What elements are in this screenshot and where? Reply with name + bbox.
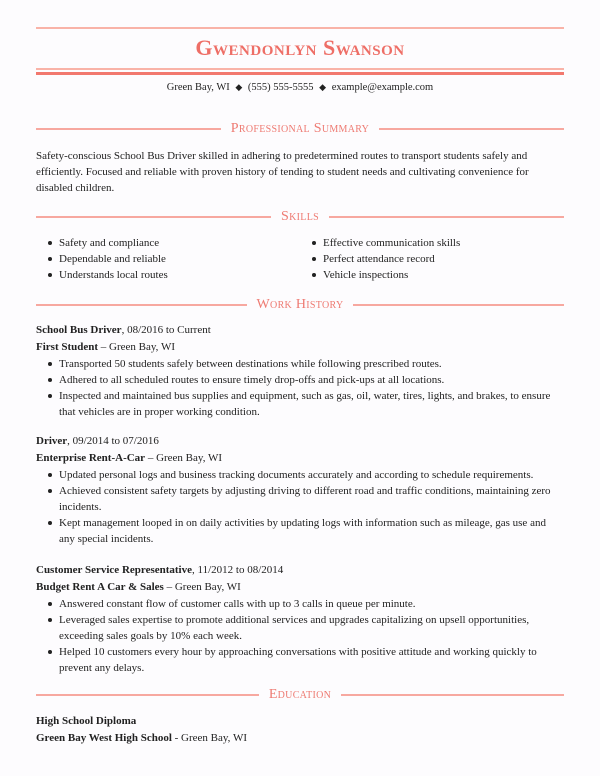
diamond-separator-icon: ◆ [235,82,243,92]
section-rule [36,216,271,218]
skills-list [36,235,564,283]
job-entry [36,433,564,547]
candidate-name: Gwendonlyn Swanson [195,35,405,60]
section-title: Professional Summary [230,121,370,136]
skill-item: Effective communication skills [323,235,564,251]
contact-info [36,82,564,93]
job-bullet: Helped 10 customers every hour by approaching conversations with positive attitude and working quickly to prevent any delays. [59,644,564,676]
job-dates: , 09/2014 to 07/2016 [67,435,159,447]
section-rule [379,128,564,130]
contact-phone: (555) 555-5555 [247,82,314,93]
company-name: Enterprise Rent-A-Car [36,451,146,464]
job-entry [36,322,564,420]
section-rule [353,304,564,306]
job-bullet: Adhered to all scheduled routes to ensure timely drop-offs and pick-ups at all locations. [59,372,564,388]
section-rule [36,304,247,306]
job-bullet: Updated personal logs and business tracking documents accurately and according to schedule requirements. [59,467,564,483]
job-bullets [36,356,564,420]
job-location: – Green Bay, WI [145,451,223,464]
header-rule-thin [36,68,564,70]
school-name: Green Bay West High School [36,731,172,744]
school-location: - Green Bay, WI [171,731,248,744]
job-bullet: Answered constant flow of customer calls with up to 3 calls in queue per minute. [59,596,564,612]
section-header-summary [36,122,564,136]
company-name: Budget Rent A Car & Sales [36,580,164,593]
skill-item: Perfect attendance record [323,251,564,267]
skill-item: Vehicle inspections [323,267,564,283]
job-bullet: Transported 50 students safely between destinations while following prescribed routes. [59,356,564,372]
section-rule [341,694,564,696]
header-top-rule [36,27,564,29]
section-header-work-history [36,298,564,312]
skill-item: Safety and compliance [59,235,300,251]
section-header-education [36,688,564,702]
contact-email: example@example.com [331,82,434,93]
job-bullet: Inspected and maintained bus supplies and equipment, such as gas, oil, water, tires, lights, and brakes, to ensure that vehicles are in proper working condition. [59,388,564,420]
job-entry [36,562,564,676]
summary-text: Safety-conscious School Bus Driver skilled in adhering to predetermined routes to transport students safely and efficiently. Focused and reliable with proven history of tending to student needs and cultivating convenience for disabled children. [36,150,529,194]
job-bullets [36,467,564,547]
job-dates: , 11/2012 to 08/2014 [192,564,284,576]
job-title: School Bus Driver [36,324,122,336]
section-title: Work History [256,297,344,312]
company-name: First Student [36,340,99,353]
skill-item: Understands local routes [59,267,300,283]
job-title: Customer Service Representative [36,564,192,576]
header-rule-thick [36,72,564,75]
section-rule [36,694,259,696]
job-title: Driver [36,435,68,447]
section-title: Education [268,687,332,702]
job-bullet: Leveraged sales expertise to promote additional services and upgrades capitalizing on upsell opportunities, exceeding sales goals by 10% each week. [59,612,564,644]
diamond-separator-icon: ◆ [319,82,327,92]
skills-column-right [300,235,564,283]
job-bullet: Kept management looped in on daily activities by updating logs with information such as mileage, gas use and any special incidents. [59,515,564,547]
section-header-skills [36,210,564,224]
job-dates: , 08/2016 to Current [121,324,211,336]
contact-location: Green Bay, WI [166,82,230,93]
job-bullet: Achieved consistent safety targets by adjusting driving to different road and traffic conditions, maintaining zero incidents. [59,483,564,515]
section-title: Skills [281,209,319,224]
education-entry [36,713,564,746]
job-location: – Green Bay, WI [163,580,241,593]
section-rule [329,216,564,218]
skills-column-left [36,235,300,283]
job-bullets [36,596,564,676]
job-location: – Green Bay, WI [98,340,176,353]
degree: High School Diploma [36,715,137,727]
skill-item: Dependable and reliable [59,251,300,267]
section-rule [36,128,221,130]
